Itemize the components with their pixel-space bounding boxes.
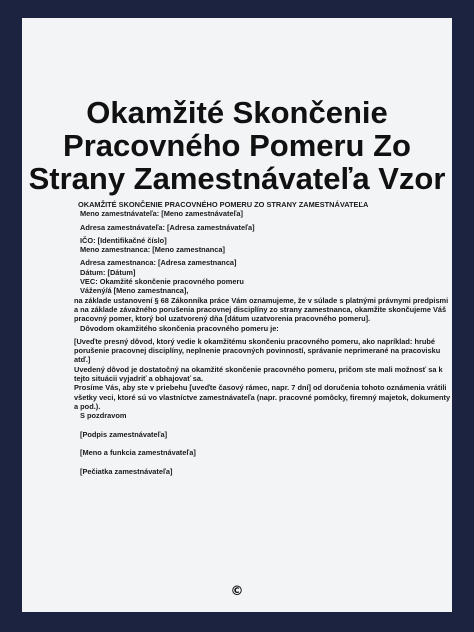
closing: S pozdravom <box>80 411 127 421</box>
title-line-1: Okamžité Skončenie <box>86 95 388 130</box>
signature-placeholder: [Podpis zamestnávateľa] <box>80 429 168 439</box>
paragraph-2-line-1: Uvedený dôvod je dostatočný na okamžité skončenie pracovného pomeru, pričom ste mali možnosť sa k <box>74 364 443 374</box>
paragraph-1-line-2: a na základe závažného porušenia pracovnej disciplíny zo strany zamestnanca, okamžite skončujeme Váš <box>74 304 447 314</box>
employee-address: Adresa zamestnanca: [Adresa zamestnanca] <box>80 258 237 268</box>
stamp-placeholder: [Pečiatka zamestnávateľa] <box>80 467 173 477</box>
paragraph-2-line-3: Prosíme Vás, aby ste v priebehu [uveďte časový rámec, napr. 7 dní] od doručenia tohoto oznámenia vrátili <box>74 383 447 393</box>
paragraph-1-line-1: na základe ustanovení § 68 Zákonníka práce Vám oznamujeme, že v súlade s platnými právnymi predpismi <box>74 295 449 305</box>
page-title <box>22 96 452 195</box>
name-function-placeholder: [Meno a funkcia zamestnávateľa] <box>80 448 196 458</box>
copyright-icon: © <box>230 584 244 599</box>
reason-line-3: atď.] <box>74 355 91 365</box>
subject-line: VEC: Okamžité skončenie pracovného pomeru <box>80 277 244 287</box>
salutation: Vážený/á [Meno zamestnanca], <box>80 286 189 296</box>
employee-name: Meno zamestnanca: [Meno zamestnanca] <box>80 245 225 255</box>
document-body <box>74 200 451 477</box>
employer-name: Meno zamestnávateľa: [Meno zamestnávateľa] <box>80 209 244 219</box>
paragraph-2-line-5: a pod.). <box>74 401 101 411</box>
employer-address: Adresa zamestnávateľa: [Adresa zamestnávateľa] <box>80 222 255 232</box>
document-page <box>22 18 452 612</box>
title-line-2: Pracovného Pomeru Zo <box>63 128 411 163</box>
doc-heading: OKAMŽITÉ SKONČENIE PRACOVNÉHO POMERU ZO STRANY ZAMESTNÁVATEĽA <box>78 200 369 209</box>
reason-line-1: [Uveďte presný dôvod, ktorý vedie k okamžitému skončeniu pracovného pomeru, ako napríklad: hrubé <box>74 336 435 346</box>
date-field: Dátum: [Dátum] <box>80 267 136 277</box>
paragraph-2-line-2: tejto situácii vyjadriť a obhajovať sa. <box>74 374 204 384</box>
title-line-3: Strany Zamestnávateľa Vzor <box>28 161 446 196</box>
paragraph-2-line-4: všetky veci, ktoré sú vo vlastníctve zamestnávateľa (napr. pracovné pomôcky, firemný majetok, dokumenty <box>74 392 451 402</box>
paragraph-1-line-3: pracovný pomer, ktorý bol uzatvorený dňa [dátum uzatvorenia pracovného pomeru]. <box>74 314 371 324</box>
reason-heading: Dôvodom okamžitého skončenia pracovného pomeru je: <box>80 323 279 333</box>
ico-field: IČO: [Identifikačné číslo] <box>80 235 167 245</box>
reason-line-2: porušenie pracovnej disciplíny, neplnenie pracovných povinností, správanie neprimerané na pracovisku <box>74 346 441 356</box>
